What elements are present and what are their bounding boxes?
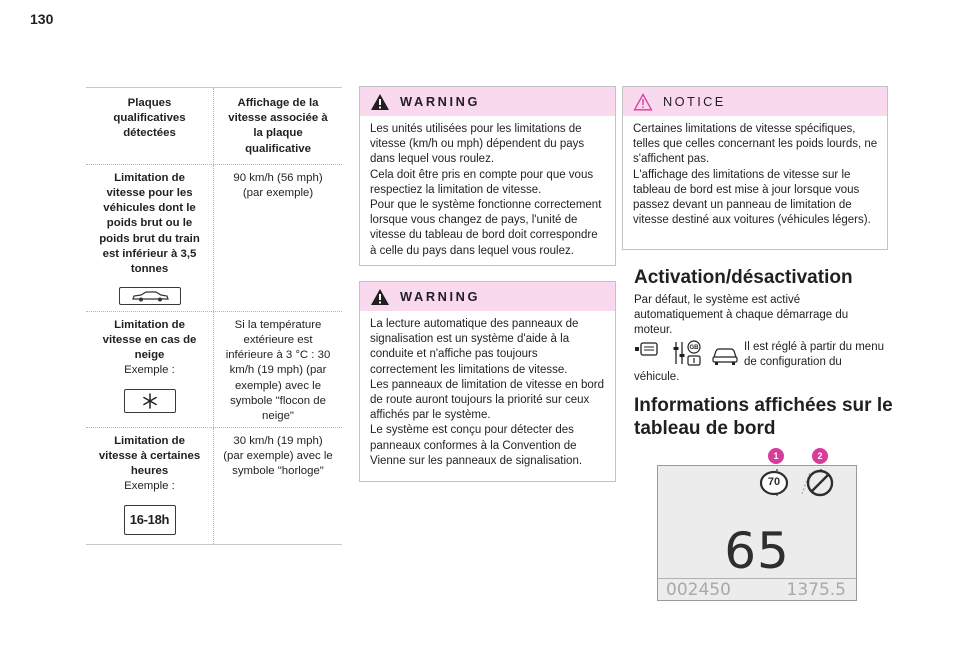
car-sign-icon	[119, 287, 181, 305]
table-header-display: Affichage de la vitesse associée à la plaque qualificative	[228, 97, 328, 155]
notice-box	[622, 86, 888, 250]
dashboard-illustration	[657, 446, 857, 601]
table-row	[86, 312, 342, 428]
row-plate-example: Exemple :	[124, 480, 175, 493]
warning-header	[360, 282, 615, 311]
notice-title: NOTICE	[663, 94, 726, 109]
warning-triangle-icon	[370, 288, 390, 306]
row-display-value: Si la température extérieure est inférieure à 3 °C : 30 km/h (19 mph) (par exemple) avec le symbole "flocon de neige"	[225, 318, 331, 423]
warning-triangle-icon	[370, 93, 390, 111]
notice-triangle-icon	[633, 93, 653, 111]
table-row	[86, 428, 342, 544]
menu-instruction-end: véhicule.	[634, 371, 680, 383]
warning-header	[360, 87, 615, 116]
row-plate-title: Limitation de vitesse en cas de neige	[102, 318, 197, 362]
warning-text: Les unités utilisées pour les limitations de vitesse (km/h ou mph) dépendent du pays dans lequel vous roulez. Cela doit être pris en compte pour que vous respectiez la limitation de vitesse. Pour que le système fonctionne correctement lorsque vous changez de pays, l'unité de vitesse du tableau de bord doit correspondre à celle du pays dans lequel vous roulez.	[370, 123, 602, 257]
page-number: 130	[30, 11, 54, 27]
warning-box-units	[359, 86, 616, 266]
snowflake-sign-icon	[124, 389, 176, 413]
dashboard-screen	[657, 465, 857, 601]
table-header-row	[86, 88, 342, 165]
end-of-restriction-icon	[808, 471, 832, 495]
clock-hours-sign-icon: 16-18h	[124, 505, 176, 535]
notice-text: Certaines limitations de vitesse spécifiques, telles que celles concernant les poids lourds, ne s'affichent pas. L'affichage des limitations de vitesse sur le tableau de bord est mise à jour lorsque vous passez devant un panneau de limitation de vitesse destiné aux voitures (véhicules légers).	[633, 123, 878, 227]
heading-activation: Activation/désactivation	[634, 267, 853, 288]
speed-plates-table	[86, 87, 342, 545]
warning-title: WARNING	[400, 94, 481, 109]
row-plate-title: Limitation de vitesse à certaines heures	[98, 434, 201, 478]
menu-button-icon	[635, 343, 657, 355]
current-speed: 65	[724, 522, 790, 580]
table-row	[86, 165, 342, 312]
notice-header	[623, 87, 887, 116]
trip-meter: 1375.5	[786, 580, 846, 600]
table-header-plates: Plaques qualificatives détectées	[86, 88, 214, 164]
callout-badge-1: 1	[768, 448, 784, 464]
warning-text: La lecture automatique des panneaux de signalisation est un système d'aide à la conduite et n'affiche pas toujours correctement les limitations de vitesse. Les panneaux de limitation de vitesse en bord de route auront toujours la priorité sur ceux affichés par le système. Le système est conçu pour détecter des panneaux conformes à la Convention de Vienne sur les panneaux de signalisation.	[370, 318, 604, 467]
odometer: 002450	[666, 580, 731, 600]
row-display-value: 90 km/h (56 mph) (par exemple)	[233, 171, 323, 200]
heading-info-display: Informations affichées sur le tableau de bord	[634, 395, 893, 439]
speed-limit-value: 70	[767, 476, 781, 488]
row-plate-title: Limitation de vitesse pour les véhicules dont le poids brut ou le poids brut du train est inférieur à 3,5 tonnes	[99, 171, 200, 276]
vehicle-icon	[713, 349, 737, 365]
warning-title: WARNING	[400, 289, 481, 304]
callout-badge-2: 2	[812, 448, 828, 464]
menu-instruction: Il est réglé à partir du menu de configuration du	[744, 341, 884, 369]
row-display-value: 30 km/h (19 mph) (par exemple) avec le symbole "horloge"	[223, 434, 333, 478]
settings-sliders-icon	[674, 341, 701, 365]
warning-box-reading	[359, 281, 616, 482]
svg-text:GB: GB	[689, 345, 699, 351]
row-plate-example: Exemple :	[124, 364, 175, 377]
activation-paragraph: Par défaut, le système est activé automatiquement à chaque démarrage du moteur.	[634, 294, 849, 337]
